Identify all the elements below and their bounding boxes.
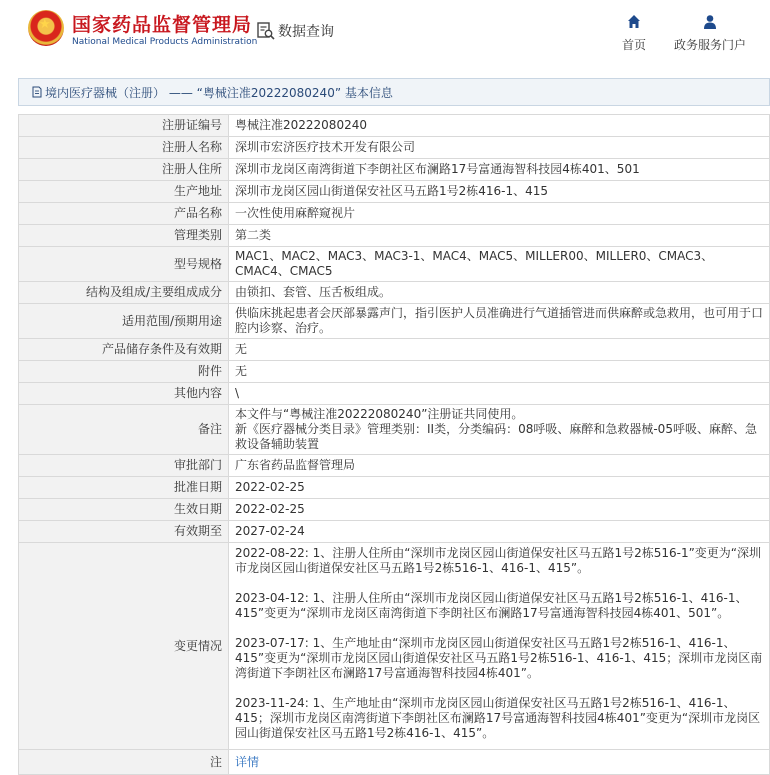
table-row [19, 203, 770, 225]
site-header [0, 0, 770, 62]
nav-service-portal[interactable] [670, 14, 750, 53]
national-emblem-icon: ★ [28, 10, 64, 46]
table-row [19, 181, 770, 203]
footnote-text: 注 [209, 754, 222, 769]
row-label: 注册人名称 [19, 137, 229, 159]
table-row [19, 247, 770, 282]
data-query-label: 数据查询 [278, 24, 334, 40]
table-row [19, 543, 770, 750]
table-row [19, 499, 770, 521]
row-value: 深圳市龙岗区园山街道保安社区马五路1号2栋416-1、415 [229, 181, 770, 203]
row-label: 生效日期 [19, 499, 229, 521]
details-link[interactable]: 详情 [235, 754, 260, 769]
row-label: 注册证编号 [19, 115, 229, 137]
row-value: 2022-02-25 [229, 477, 770, 499]
change-item: 2022-08-22: 1、注册人住所由“深圳市龙岗区园山街道保安社区马五路1号2栋516-1”变更为“深圳市龙岗区园山街道保安社区马五路1号2栋516-1、416-1、415”。 [235, 546, 762, 575]
user-icon [703, 14, 717, 30]
row-value: \ [229, 383, 770, 405]
change-history [229, 543, 770, 750]
row-value: 一次性使用麻醉窥视片 [229, 203, 770, 225]
row-label: 其他内容 [19, 383, 229, 405]
row-value: 本文件与“粤械注准20222080240”注册证共同使用。 新《医疗器械分类目录》管理类别：II类，分类编码：08呼吸、麻醉和急救器械-05呼吸、麻醉、急救设备辅助装置 [229, 405, 770, 455]
nav-home[interactable] [616, 14, 652, 53]
row-label: 审批部门 [19, 455, 229, 477]
table-row [19, 383, 770, 405]
table-row [19, 477, 770, 499]
table-row [19, 225, 770, 247]
document-search-icon [256, 21, 276, 41]
row-value: 2027-02-24 [229, 521, 770, 543]
row-label: 备注 [19, 405, 229, 455]
table-row [19, 339, 770, 361]
table-row [19, 521, 770, 543]
breadcrumb-text: 境内医疗器械（注册） —— “粤械注准20222080240” 基本信息 [45, 85, 393, 100]
row-label: 注册人住所 [19, 159, 229, 181]
table-row [19, 361, 770, 383]
row-label: 产品名称 [19, 203, 229, 225]
row-label: 结构及组成/主要组成成分 [19, 282, 229, 304]
brand-subtitle: National Medical Products Administration [72, 37, 258, 47]
nav-home-label: 首页 [621, 38, 646, 52]
row-label: 产品储存条件及有效期 [19, 339, 229, 361]
row-label: 变更情况 [19, 543, 229, 750]
table-row [19, 405, 770, 455]
table-row [19, 282, 770, 304]
home-icon [627, 14, 641, 30]
row-label: 适用范围/预期用途 [19, 304, 229, 339]
table-row [19, 115, 770, 137]
row-label: 有效期至 [19, 521, 229, 543]
row-value: 粤械注准20222080240 [229, 115, 770, 137]
row-value: 无 [229, 339, 770, 361]
row-label: 批准日期 [19, 477, 229, 499]
nav-portal-label: 政务服务门户 [673, 38, 746, 52]
row-value: 深圳市宏济医疗技术开发有限公司 [229, 137, 770, 159]
change-item: 2023-04-12: 1、注册人住所由“深圳市龙岗区园山街道保安社区马五路1号2栋516-1、416-1、415”变更为“深圳市龙岗区南湾街道下李朗社区布澜路17号富通海智科技园4栋401、501”。 [235, 591, 748, 620]
row-label: 生产地址 [19, 181, 229, 203]
table-row [19, 159, 770, 181]
row-value: 广东省药品监督管理局 [229, 455, 770, 477]
row-value: 2022-02-25 [229, 499, 770, 521]
change-item: 2023-11-24: 1、生产地址由“深圳市龙岗区园山街道保安社区马五路1号2栋516-1、416-1、415；深圳市龙岗区南湾街道下李朗社区布澜路17号富通海智科技园4栋401”变更为“深圳市龙岗区园山街道保安社区马五路1号2栋416-1、415”。 [235, 696, 761, 740]
table-row [19, 455, 770, 477]
row-label: 管理类别 [19, 225, 229, 247]
row-value: 供临床挑起患者会厌部暴露声门，指引医护人员准确进行气道插管进而供麻醉或急救用，也可用于口腔内诊察、治疗。 [229, 304, 770, 339]
row-value: MAC1、MAC2、MAC3、MAC3-1、MAC4、MAC5、MILLER00、MILLER0、CMAC3、CMAC4、CMAC5 [229, 247, 770, 282]
row-label: 型号规格 [19, 247, 229, 282]
row-value: 由锁扣、套管、压舌板组成。 [229, 282, 770, 304]
row-value: 第二类 [229, 225, 770, 247]
change-item: 2023-07-17: 1、生产地址由“深圳市龙岗区园山街道保安社区马五路1号2栋516-1、416-1、415”变更为“深圳市龙岗区园山街道保安社区马五路1号2栋516-1、416-1、415；深圳市龙岗区南湾街道下李朗社区布澜路17号富通海智科技园4栋401”。 [235, 636, 763, 680]
brand-title: 国家药品监督管理局 [72, 14, 253, 36]
row-value: 无 [229, 361, 770, 383]
breadcrumb [18, 78, 770, 106]
table-row [19, 137, 770, 159]
document-icon [31, 86, 43, 98]
data-query-link[interactable] [256, 20, 334, 42]
device-info-table [18, 114, 770, 775]
row-label: 附件 [19, 361, 229, 383]
row-value: 深圳市龙岗区南湾街道下李朗社区布澜路17号富通海智科技园4栋401、501 [229, 159, 770, 181]
table-row [19, 304, 770, 339]
